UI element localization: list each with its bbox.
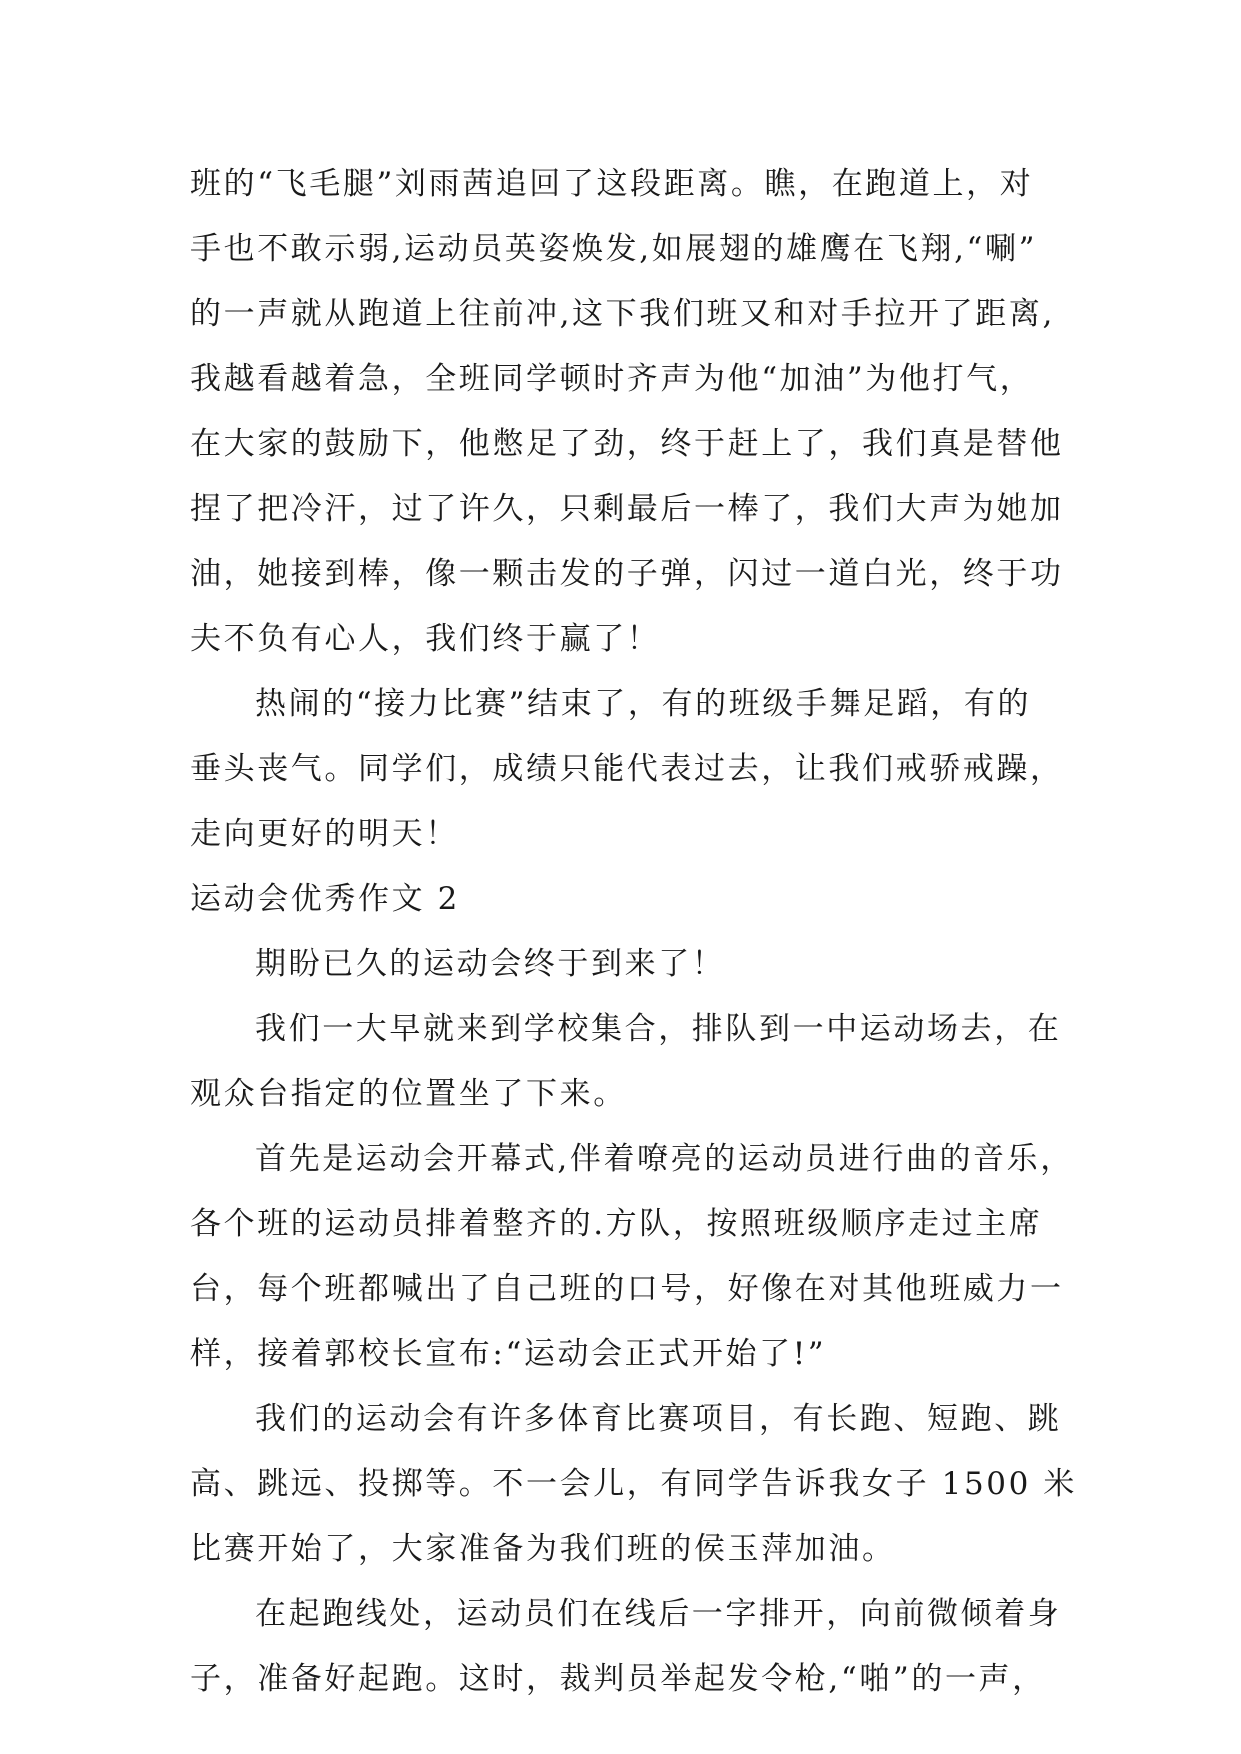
text-line: 的一声就从跑道上往前冲,这下我们班又和对手拉开了距离,	[190, 296, 1055, 332]
text-line: 班的“飞毛腿”刘雨茜追回了这段距离。瞧，在跑道上，对	[190, 166, 1034, 202]
text-line: 夫不负有心人，我们终于赢了！	[190, 621, 661, 657]
text-line: 油，她接到棒，像一颗击发的子弹，闪过一道白光，终于功	[190, 556, 1064, 592]
text-line: 样，接着郭校长宣布:“运动会正式开始了!”	[190, 1336, 827, 1372]
paragraph-start: 热闹的“接力比赛”结束了，有的班级手舞足蹈，有的	[255, 686, 1032, 722]
text-line: 高、跳远、投掷等。不一会儿，有同学告诉我女子 1500 米	[190, 1466, 1077, 1502]
paragraph-start: 我们的运动会有许多体育比赛项目，有长跑、短跑、跳	[255, 1401, 1062, 1437]
paragraph-start: 期盼已久的运动会终于到来了！	[255, 946, 726, 982]
text-line: 观众台指定的位置坐了下来。	[190, 1076, 627, 1112]
paragraph-start: 首先是运动会开幕式,伴着嘹亮的运动员进行曲的音乐，	[255, 1141, 1074, 1177]
paragraph-start: 在起跑线处，运动员们在线后一字排开，向前微倾着身	[255, 1596, 1062, 1632]
section-heading: 运动会优秀作文 2	[190, 881, 460, 917]
text-line: 子，准备好起跑。这时，裁判员举起发令枪,“啪”的一声，	[190, 1661, 1046, 1697]
text-line: 在大家的鼓励下，他憋足了劲，终于赶上了，我们真是替他	[190, 426, 1064, 462]
text-line: 台，每个班都喊出了自己班的口号，好像在对其他班威力一	[190, 1271, 1064, 1307]
text-line: 比赛开始了，大家准备为我们班的侯玉萍加油。	[190, 1531, 896, 1567]
text-line: 垂头丧气。同学们，成绩只能代表过去，让我们戒骄戒躁，	[190, 751, 1064, 787]
text-line: 捏了把冷汗，过了许久，只剩最后一棒了，我们大声为她加	[190, 491, 1064, 527]
text-line: 我越看越着急，全班同学顿时齐声为他“加油”为他打气，	[190, 361, 1034, 397]
paragraph-start: 我们一大早就来到学校集合，排队到一中运动场去，在	[255, 1011, 1062, 1047]
text-line: 手也不敢示弱,运动员英姿焕发,如展翅的雄鹰在飞翔,“唰”	[190, 231, 1038, 267]
text-line: 各个班的运动员排着整齐的.方队，按照班级顺序走过主席	[190, 1206, 1043, 1242]
text-line: 走向更好的明天！	[190, 816, 459, 852]
